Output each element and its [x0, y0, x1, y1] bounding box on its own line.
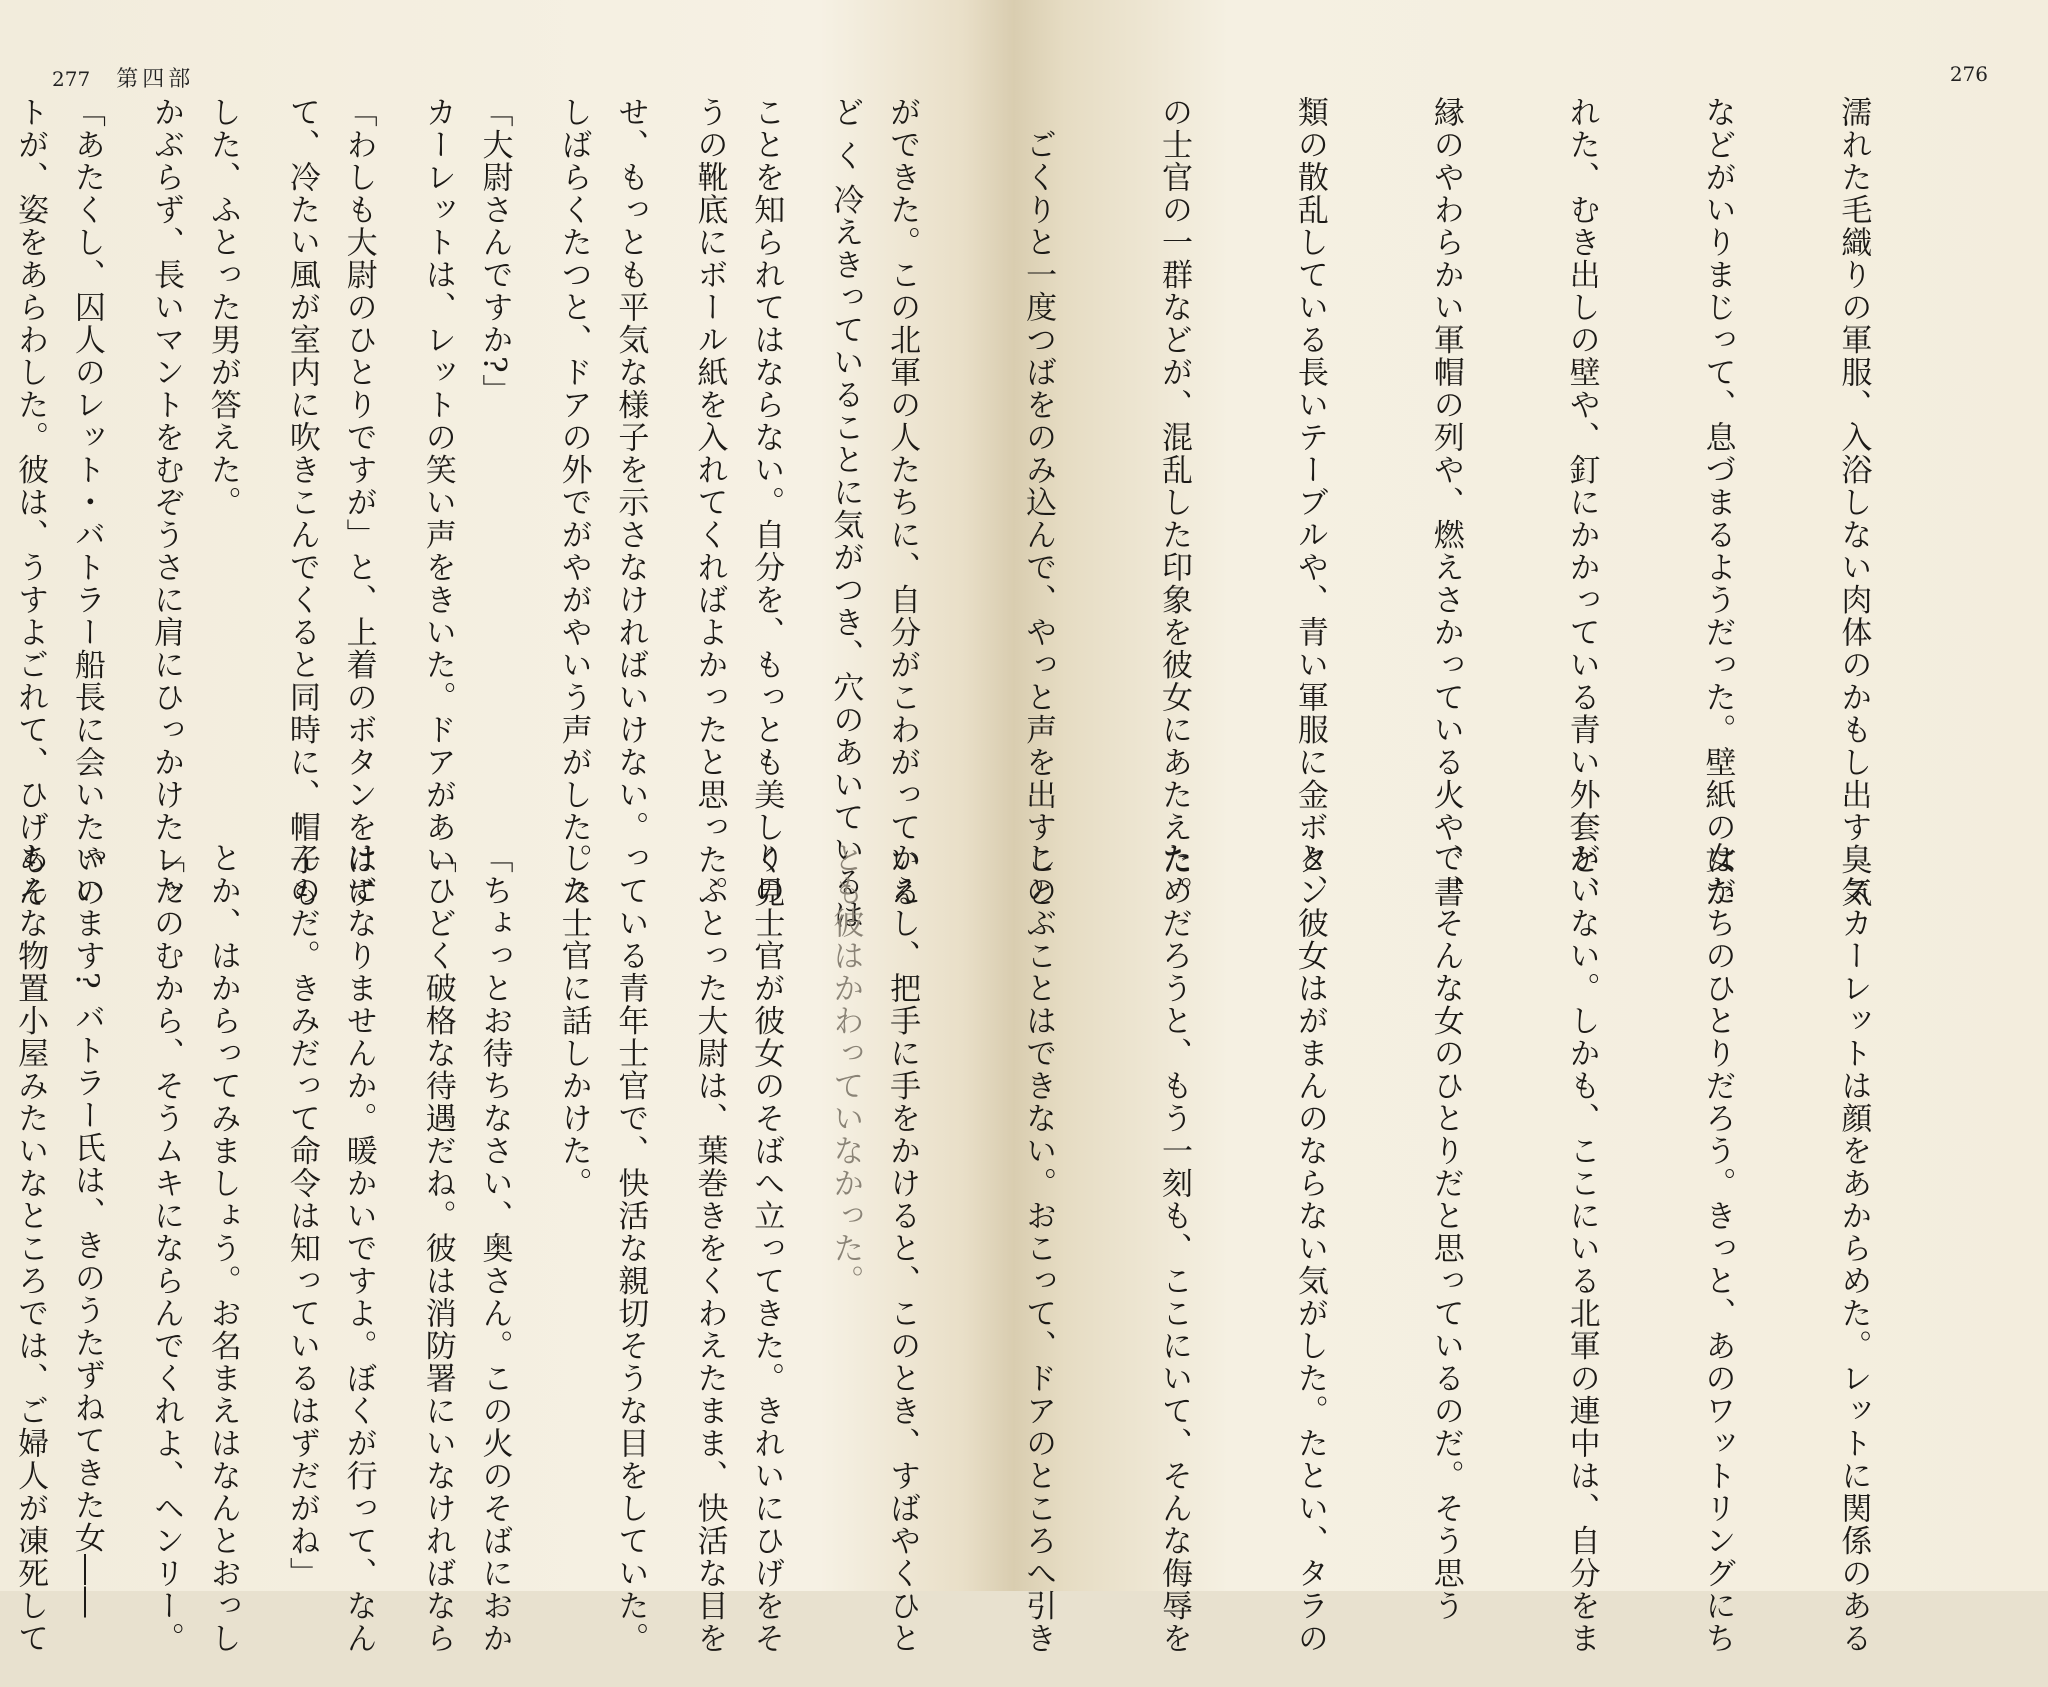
- left-page-header: [52, 62, 194, 93]
- text-line: 「ちょっとお待ちなさい、奥さん。この火のそばにおか: [476, 842, 513, 1655]
- text-line: ことを知られてはならない。自分を、もっとも美しく見: [748, 96, 785, 909]
- text-line: っている青年士官で、快活な親切そうな目をしていた。: [612, 842, 649, 1655]
- text-line: 類の散乱している長いテーブルや、青い軍服に金ボタン: [1291, 96, 1328, 909]
- text-line: けになりませんか。暖かいですよ。ぼくが行って、なん: [340, 842, 377, 1655]
- text-line: かぶらず、長いマントをむぞうさに肩にひっかけたレッ: [147, 96, 184, 909]
- text-line: 「大尉さんですか?」: [476, 96, 513, 407]
- text-line: せ、もっとも平気な様子を示さなければいけない。: [612, 96, 649, 844]
- page-number-left: 277: [52, 67, 91, 91]
- text-line: ごくりと一度つばをのみ込んで、やっと声を出すこと: [1020, 96, 1057, 909]
- right-page-top-block: [0, 96, 1966, 932]
- text-line: で、そんな女のひとりだと思っているのだ。そう思う: [1427, 842, 1464, 1622]
- text-line: れた、むき出しの壁や、釘にかかっている青い外套と、: [1563, 96, 1600, 909]
- right-page-bottom-block: [0, 842, 1966, 1655]
- text-line: スカーレットは顔をあからめた。レットに関係のある: [1835, 842, 1872, 1655]
- text-line: 女たちのひとりだろう。きっと、あのワットリングにち: [1699, 842, 1736, 1655]
- text-line: と、彼女はがまんのならない気がした。たとい、タラの: [1291, 842, 1328, 1655]
- text-line: ためだろうと、もう一刻も、ここにいて、そんな侮辱を: [1155, 842, 1192, 1655]
- text-line: した、ふとった男が答えた。: [204, 96, 241, 519]
- text-line: ゃいます? バトラー氏は、きのうたずねてきた女――: [68, 842, 105, 1619]
- text-line: とか、はからってみましょう。お名まえはなんとおっし: [204, 842, 241, 1655]
- text-line: て、冷たい風が室内に吹きこんでくると同時に、帽子も: [283, 96, 320, 909]
- section-title: 第四部: [116, 67, 195, 92]
- text-line: 「あたくし、囚人のレット・バトラー船長に会いたいの: [68, 96, 105, 909]
- text-line: とも彼はかわっていなかった。: [827, 842, 864, 1297]
- right-page-header: [1950, 62, 1988, 86]
- text-line: ど く 冷えきっていることに気がつき、穴のあいているは: [827, 96, 864, 932]
- text-line: かえし、把手に手をかけると、このとき、すばやくひと: [884, 842, 921, 1655]
- text-line: などがいりまじって、息づまるようだった。壁紙のはが: [1699, 96, 1736, 909]
- text-line: しばらくたつと、ドアの外でがやがやいう声がした。ス: [555, 96, 592, 909]
- text-line: 縁のやわらかい軍帽の列や、燃えさかっている火や、書: [1427, 96, 1464, 909]
- text-line: ふとった大尉は、葉巻きをくわえたまま、快活な目を: [691, 842, 728, 1655]
- text-line: あんな物置小屋みたいなところでは、ご婦人が凍死して: [12, 842, 49, 1655]
- text-line: ができた。この北軍の人たちに、自分がこわがっている: [884, 96, 921, 909]
- text-line: 濡れた毛織りの軍服、入浴しない肉体のかもし出す臭気: [1835, 96, 1872, 909]
- text-line: 「わしも大尉のひとりですが」と、上着のボタンをはず: [340, 96, 377, 909]
- text-line: 「たのむから、そうムキにならんでくれよ、ヘンリー。: [147, 842, 184, 1655]
- text-line: しのぶことはできない。おこって、ドアのところへ引き: [1020, 842, 1057, 1655]
- text-line: うの靴底にボール紙を入れてくればよかったと思った。: [691, 96, 728, 909]
- text-line: トが、姿をあらわした。彼は、うすよごれて、ひげもそ: [12, 96, 49, 909]
- text-line: んのだ。きみだって命令は知っているはずだがね」: [283, 842, 320, 1590]
- text-line: りの士官が彼女のそばへ立ってきた。きれいにひげをそ: [748, 842, 785, 1655]
- text-line: カーレットは、レットの笑い声をきいた。ドアがあい: [419, 96, 456, 876]
- text-line: 「ひどく破格な待遇だね。彼は消防署にいなければなら: [419, 842, 456, 1655]
- text-line: した士官に話しかけた。: [555, 842, 592, 1200]
- text-line: がいない。しかも、ここにいる北軍の連中は、自分をま: [1563, 842, 1600, 1655]
- text-line: の士官の一群などが、混乱した印象を彼女にあたえた。: [1155, 96, 1192, 909]
- page-number-right: 276: [1949, 62, 1988, 86]
